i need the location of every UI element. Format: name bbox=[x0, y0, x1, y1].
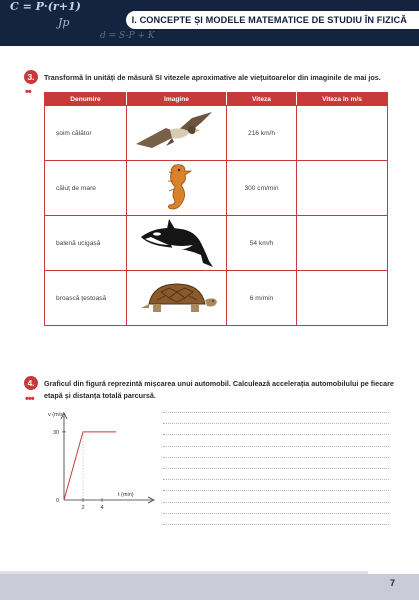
formula-line-2: Jp bbox=[58, 16, 70, 29]
difficulty-dots: •• bbox=[25, 86, 31, 98]
speed-value: 6 m/min bbox=[227, 271, 297, 326]
page-number: 7 bbox=[389, 578, 395, 588]
origin-label: 0 bbox=[56, 498, 60, 504]
exercise-4-text-line-2: etapă și distanța totală parcursă. bbox=[44, 391, 156, 400]
column-header: Viteza bbox=[227, 93, 297, 106]
speed-value: 300 cm/min bbox=[227, 161, 297, 216]
table-row bbox=[45, 161, 388, 216]
seahorse-image bbox=[157, 161, 197, 215]
answer-line[interactable] bbox=[163, 457, 389, 458]
answer-line[interactable] bbox=[163, 524, 389, 525]
velocity-time-chart bbox=[40, 408, 160, 512]
table-row bbox=[45, 216, 388, 271]
animal-name: balenă ucigașă bbox=[45, 216, 127, 271]
animal-image-cell bbox=[127, 271, 227, 326]
speed-value: 216 km/h bbox=[227, 106, 297, 161]
answer-cell[interactable] bbox=[297, 106, 388, 161]
orca-image bbox=[137, 217, 217, 269]
table-header-row bbox=[45, 93, 388, 106]
y-tick-label: 30 bbox=[53, 430, 60, 436]
page-footer bbox=[0, 574, 419, 600]
chapter-title: I. CONCEPTE ȘI MODELE MATEMATICE DE STUDIU ÎN FIZICĂ bbox=[126, 11, 419, 29]
tortoise-image bbox=[135, 278, 219, 318]
exercise-4-text-line-1: Graficul din figură reprezintă mișcarea unui automobil. Calculează accelerația automobilului pe fiecare bbox=[44, 379, 394, 388]
exercise-4-number: 4. bbox=[24, 376, 38, 390]
formula-line-3: d = S-P + K bbox=[100, 31, 155, 41]
formula-line-1: C = P·(r+1) bbox=[10, 0, 81, 13]
animal-image-cell bbox=[127, 161, 227, 216]
animal-image-cell bbox=[127, 106, 227, 161]
answer-line[interactable] bbox=[163, 479, 389, 480]
header-formula-decoration bbox=[10, 0, 155, 41]
exercise-4-text bbox=[44, 378, 404, 402]
answer-cell[interactable] bbox=[297, 161, 388, 216]
answer-line[interactable] bbox=[163, 502, 389, 503]
page-header bbox=[0, 0, 419, 46]
x-tick-label: 4 bbox=[100, 505, 104, 511]
answer-cell[interactable] bbox=[297, 216, 388, 271]
animal-name: căluț de mare bbox=[45, 161, 127, 216]
y-axis-label: v (m/s) bbox=[48, 412, 65, 418]
exercise-3-text: Transformă în unități de măsură SI vitezele aproximative ale viețuitoarelor din imaginile de mai jos. bbox=[44, 73, 381, 82]
falcon-image bbox=[132, 108, 222, 158]
column-header: Denumire bbox=[45, 93, 127, 106]
answer-line[interactable] bbox=[163, 490, 389, 491]
x-axis-label: t (min) bbox=[118, 492, 134, 498]
difficulty-dots: ••• bbox=[25, 393, 34, 405]
answer-line[interactable] bbox=[163, 446, 389, 447]
speeds-table bbox=[44, 92, 388, 326]
animal-image-cell bbox=[127, 216, 227, 271]
velocity-series-line bbox=[64, 432, 116, 500]
speed-value: 54 km/h bbox=[227, 216, 297, 271]
chart-marks bbox=[62, 432, 116, 511]
answer-cell[interactable] bbox=[297, 271, 388, 326]
answer-line[interactable] bbox=[163, 513, 389, 514]
answer-line[interactable] bbox=[163, 434, 389, 435]
column-header: Viteza în m/s bbox=[297, 93, 388, 106]
table-row bbox=[45, 106, 388, 161]
animal-name: broască țestoasă bbox=[45, 271, 127, 326]
column-header: Imagine bbox=[127, 93, 227, 106]
x-tick-label: 2 bbox=[81, 505, 85, 511]
animal-name: șoim călător bbox=[45, 106, 127, 161]
answer-line[interactable] bbox=[163, 412, 389, 413]
exercise-3-number: 3. bbox=[24, 70, 38, 84]
answer-line[interactable] bbox=[163, 423, 389, 424]
answer-line[interactable] bbox=[163, 468, 389, 469]
table-row bbox=[45, 271, 388, 326]
